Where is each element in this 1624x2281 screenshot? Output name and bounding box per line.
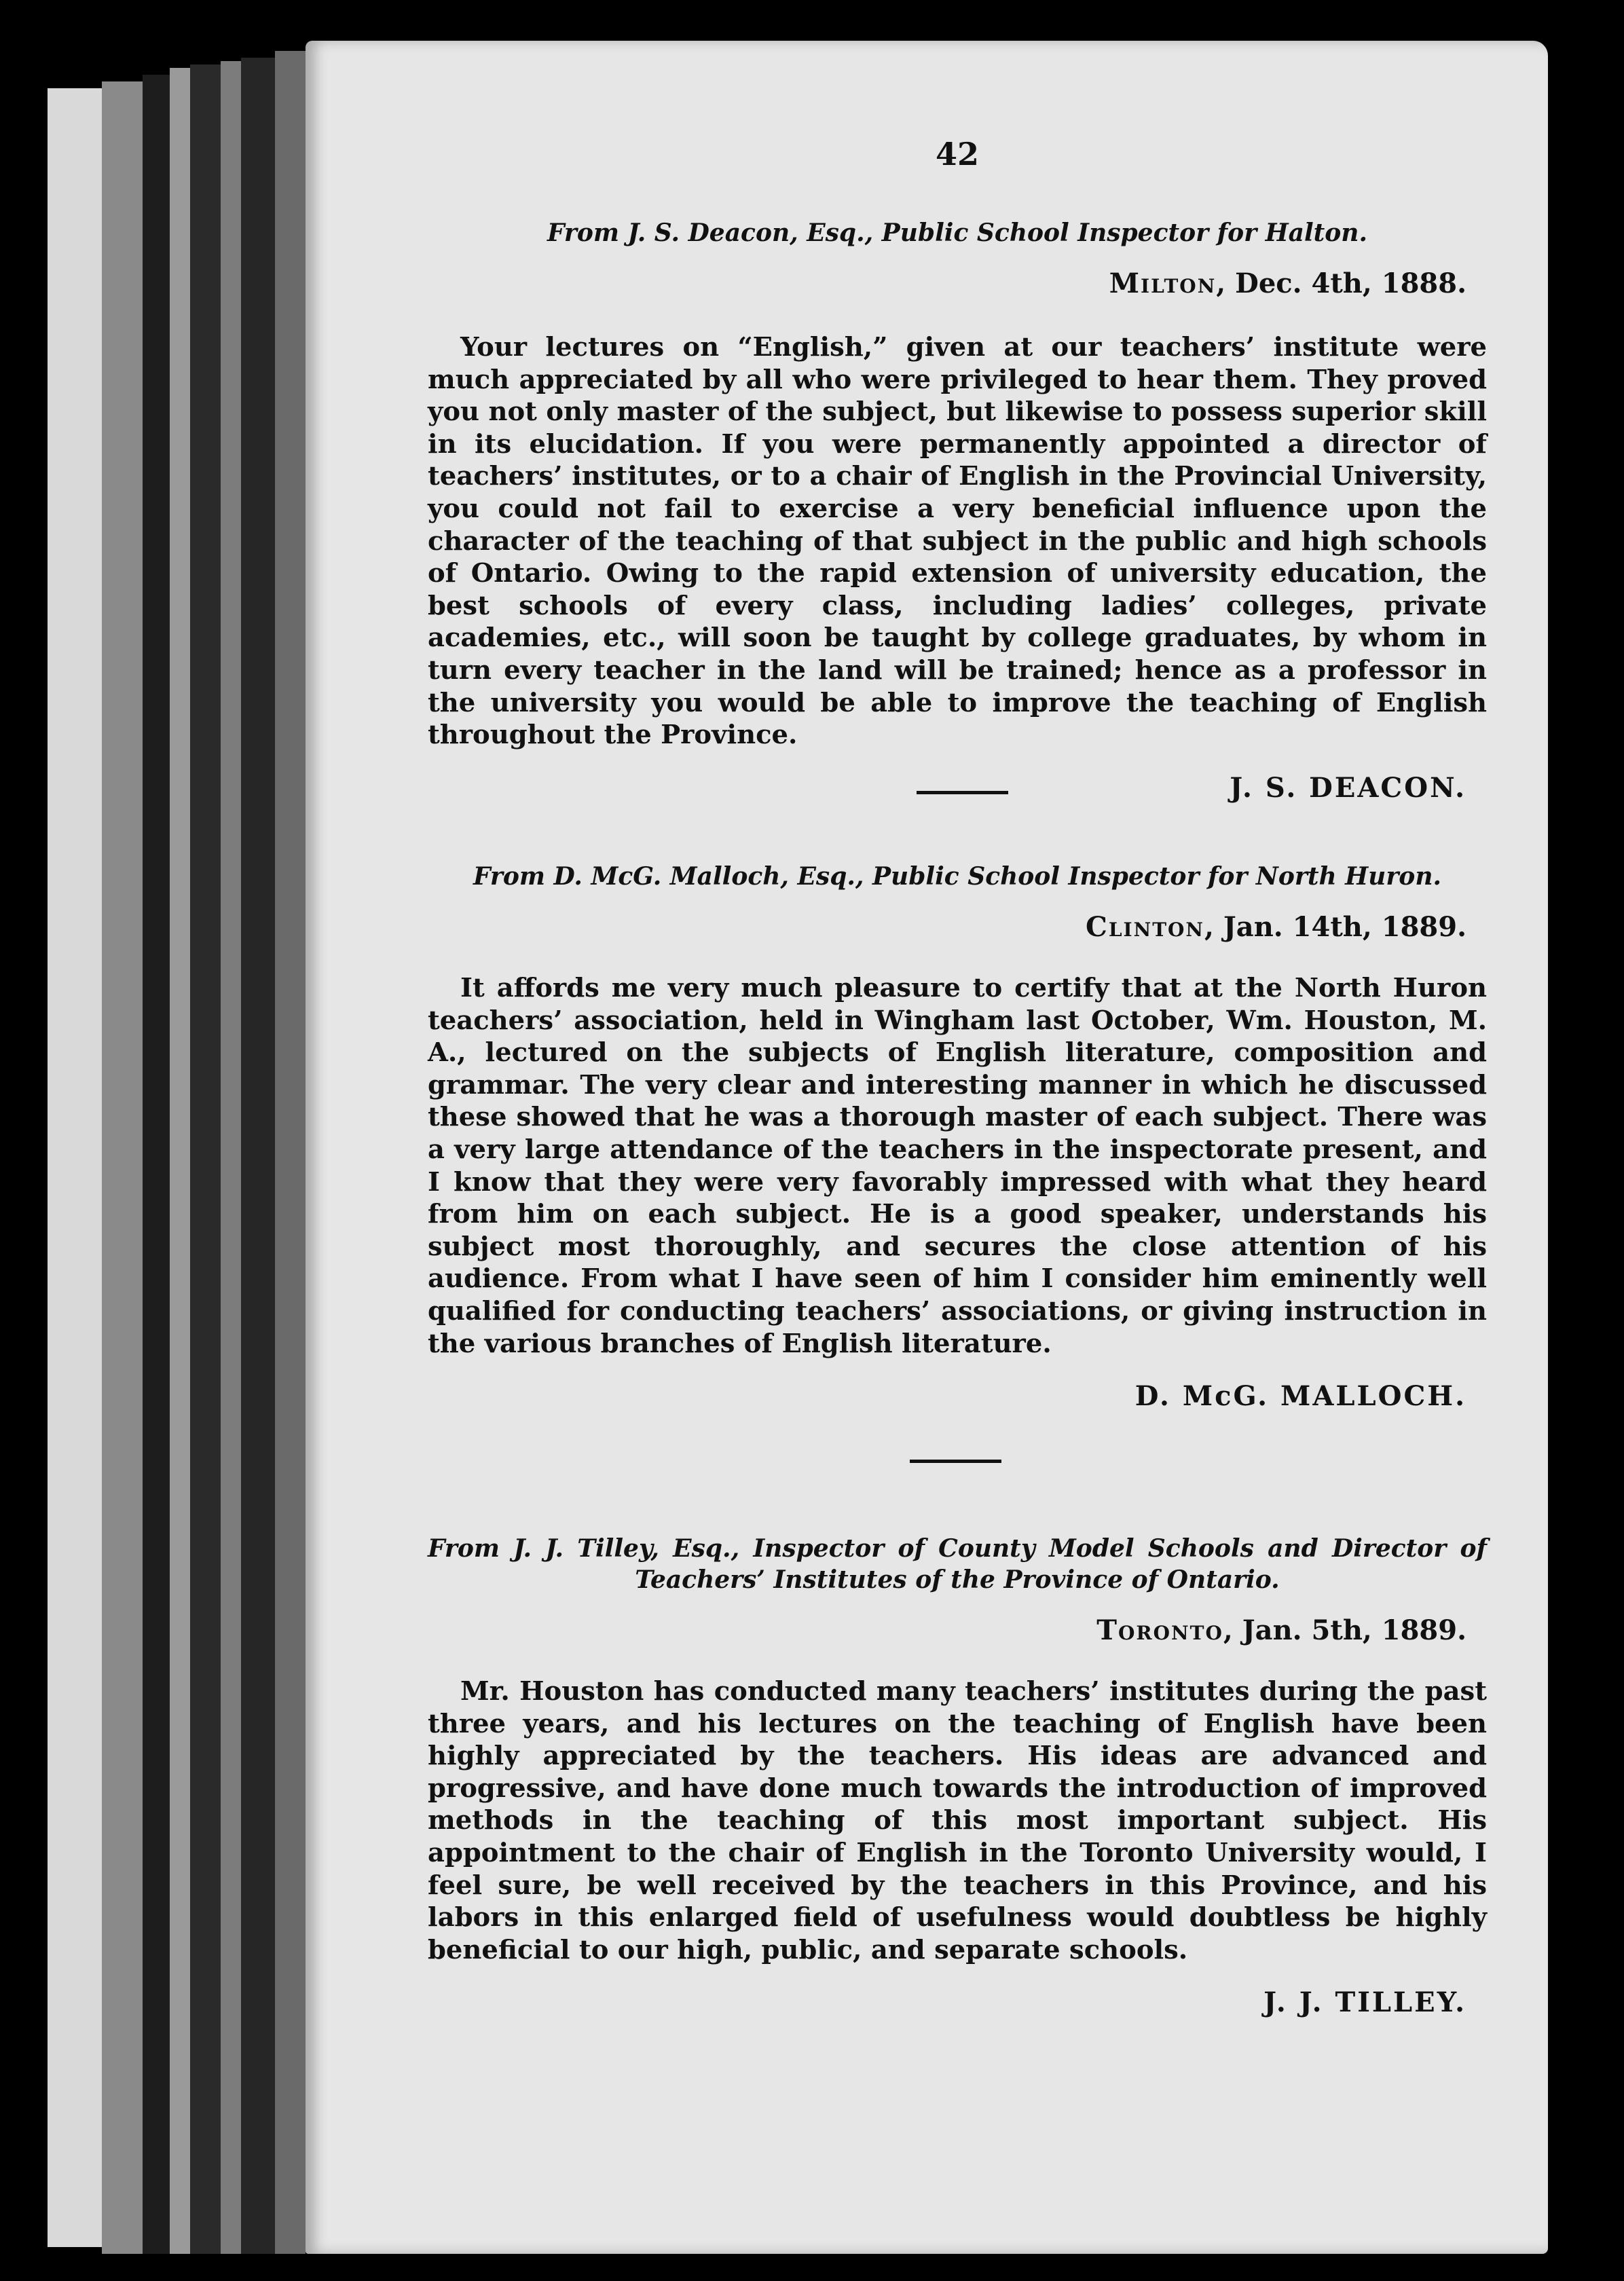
dateline: [428, 910, 1487, 945]
page-edge: [241, 58, 275, 2254]
letter-body: Your lectures on “English,” given at our teachers’ institute were much appreciated by all who were privileged to hear them. They proved you not only master of the subject, but likewise to possess superior skill in its elucidation. If you were permanently appointed a director of teachers’ institutes, or to a chair of English in the Provincial University, you could not fail to exercise a very beneficial influence upon the character of the teaching of that subject in the public and high schools of Ontario. Owing to the rapid extension of university education, the best schools of every class, including ladies’ colleges, private academies, etc., will soon be taught by college graduates, by whom in turn every teacher in the land will be trained; hence as a professor in the university you would be able to improve the teaching of English throughout the Province.: [428, 332, 1487, 751]
page-edge: [275, 51, 306, 2254]
dateline-place: Clinton: [1085, 911, 1205, 943]
page-edge: [102, 81, 143, 2254]
page-edge: [190, 64, 221, 2254]
letter-malloch: [428, 861, 1487, 1414]
letter-heading: From J. S. Deacon, Esq., Public School Inspector for Halton.: [547, 219, 1368, 247]
letter-body: Mr. Houston has conducted many teachers’ institutes during the past three years, and his lectures on the teaching of English have been highly appreciated by the teachers. His ideas are advanced and progressive, and have done much towards the introduction of improved methods in the teaching of this most important subject. His appointment to the chair of English in the Toronto University would, I feel sure, be well received by the teachers in this Province, and his labors in this enlarged field of usefulness would doubtless be highly beneficial to our high, public, and separate schools.: [428, 1676, 1487, 1965]
letter-body: It affords me very much pleasure to certify that at the North Huron teachers’ association, held in Wingham last October, Wm. Houston, M. A., lectured on the subjects of English literature, composition and grammar. The very clear and interesting manner in which he discussed these showed that he was a thorough master of each subject. There was a very large attendance of the teachers in the inspectorate present, and I know that they were very favorably impressed with what they heard from him on each subject. He is a good speaker, understands his subject most thoroughly, and secures the close attention of his audience. From what I have seen of him I consider him eminently well qualified for conducting teachers’ associations, or giving instruction in the various branches of English literature.: [428, 973, 1487, 1359]
dateline: [428, 1613, 1487, 1648]
signature: J. S. DEACON.: [1230, 771, 1466, 804]
page-number: 42: [935, 136, 979, 172]
page-edge: [170, 68, 190, 2254]
letter-tilley: [428, 1533, 1487, 2020]
page-edge: [48, 88, 102, 2247]
page-edge: [221, 61, 241, 2254]
dateline: [428, 266, 1487, 301]
book-page: [306, 41, 1548, 2254]
signature: D. McG. MALLOCH.: [1134, 1380, 1466, 1413]
section-divider: [910, 1460, 1001, 1463]
letter-deacon: [428, 217, 1487, 806]
dateline-date: , Dec. 4th, 1888.: [1216, 267, 1466, 299]
section-divider: [917, 791, 1008, 794]
letter-heading: From J. J. Tilley, Esq., Inspector of County Model Schools and Director of Teachers’ Institutes of the Province of Ontario.: [428, 1534, 1487, 1594]
letter-heading: From D. McG. Malloch, Esq., Public School Inspector for North Huron.: [473, 862, 1442, 891]
dateline-place: Toronto: [1096, 1614, 1223, 1646]
dateline-place: Milton: [1109, 267, 1217, 299]
dateline-date: , Jan. 5th, 1889.: [1223, 1614, 1466, 1646]
page-edge: [143, 75, 170, 2254]
signature: J. J. TILLEY.: [1263, 1986, 1466, 2019]
dateline-date: , Jan. 14th, 1889.: [1204, 911, 1466, 943]
